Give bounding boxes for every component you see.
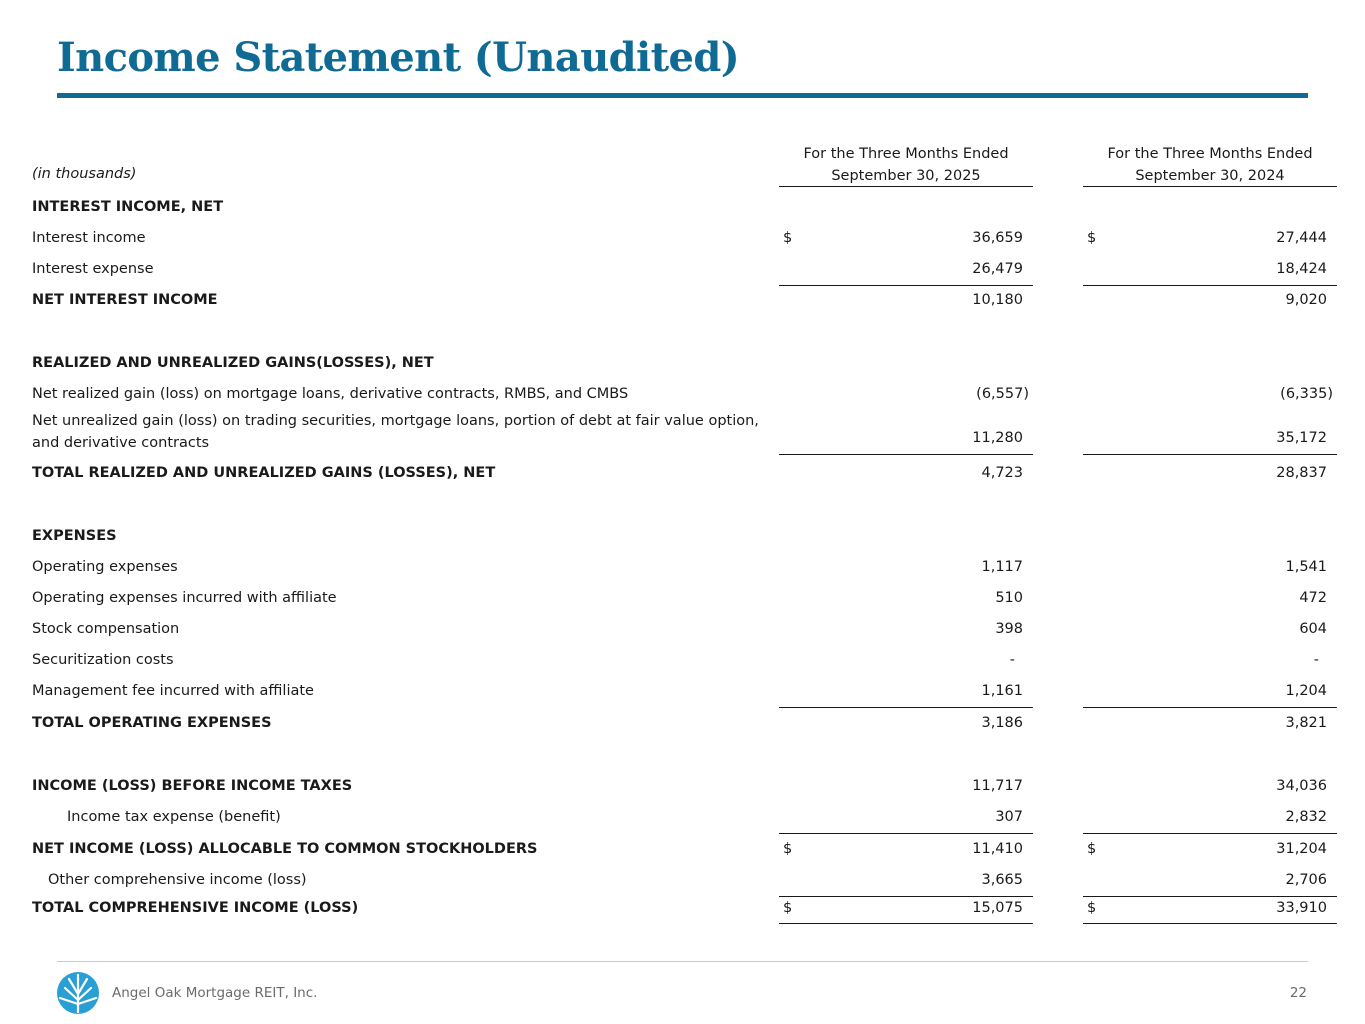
table-row-net-income: NET INCOME (LOSS) ALLOCABLE TO COMMON STOCKHOLDERS $ 11,410 $ 31,204: [0, 835, 1365, 866]
column-header-line2: September 30, 2025: [831, 168, 981, 184]
value-cell: (6,557): [976, 386, 1029, 402]
value-cell: 18,424: [1083, 255, 1337, 286]
table-row-income-before-taxes: INCOME (LOSS) BEFORE INCOME TAXES 11,717 34,036: [0, 772, 1365, 803]
column-header-line1: For the Three Months Ended: [803, 146, 1009, 162]
table-row-net-interest-income: NET INTEREST INCOME 10,180 9,020: [0, 286, 1365, 317]
table-row-realized-gain: Net realized gain (loss) on mortgage loans, derivative contracts, RMBS, and CMBS (6,557) (6,335): [0, 380, 1365, 411]
value-cell: 3,821: [1285, 715, 1327, 731]
value-cell: 2,832: [1083, 803, 1337, 834]
page-number: 22: [1289, 985, 1307, 1001]
table-row-securitization-costs: Securitization costs - -: [0, 646, 1365, 677]
table-row-operating-expenses: Operating expenses 1,117 1,541: [0, 553, 1365, 584]
currency-symbol: $: [783, 841, 793, 857]
value-cell: 34,036: [1276, 778, 1327, 794]
unrealized-gain-label: Net unrealized gain (loss) on trading securities, mortgage loans, portion of debt at fair value option, and derivative contracts: [32, 413, 759, 451]
value-cell: (6,335): [1280, 386, 1333, 402]
table-row-management-fee: Management fee incurred with affiliate 1,161 1,204: [0, 677, 1365, 708]
column-header-line1: For the Three Months Ended: [1107, 146, 1313, 162]
value-cell: 3,665: [779, 866, 1033, 897]
section-heading-expenses: EXPENSES: [32, 528, 117, 544]
table-row-interest-expense: Interest expense 26,479 18,424: [0, 255, 1365, 286]
value-cell: 26,479: [779, 255, 1033, 286]
page-title: Income Statement (Unaudited): [57, 34, 740, 81]
value-cell: 2,706: [1083, 866, 1337, 897]
table-row-stock-compensation: Stock compensation 398 604: [0, 615, 1365, 646]
table-row-interest-income: Interest income $ 36,659 $ 27,444: [0, 224, 1365, 255]
column-header-2025: [779, 143, 1033, 187]
column-header-line2: September 30, 2024: [1135, 168, 1285, 184]
value-cell: $ 36,659: [783, 230, 1023, 246]
currency-symbol: $: [783, 900, 793, 916]
value-cell: 28,837: [1276, 465, 1327, 481]
value-cell: 3,186: [981, 715, 1023, 731]
table-row-unrealized-gain: [0, 424, 1365, 455]
units-label: (in thousands): [32, 166, 137, 182]
value-cell: -: [1313, 652, 1319, 668]
value-cell: $ 11,410: [783, 841, 1023, 857]
value-cell: $ 15,075: [779, 894, 1033, 924]
table-row-income-tax: Income tax expense (benefit) 307 2,832: [0, 803, 1365, 834]
company-name: Angel Oak Mortgage REIT, Inc.: [112, 985, 318, 1001]
value-cell: $ 31,204: [1087, 841, 1327, 857]
value-cell: 11,280: [779, 424, 1033, 455]
value-cell: 1,117: [981, 559, 1023, 575]
value-cell: 1,541: [1285, 559, 1327, 575]
value-cell: 604: [1299, 621, 1327, 637]
value-cell: $ 33,910: [1083, 894, 1337, 924]
value-cell: 11,717: [972, 778, 1023, 794]
value-cell: 4,723: [981, 465, 1023, 481]
column-header-2024: [1083, 143, 1337, 187]
value-cell: 1,204: [1083, 677, 1337, 708]
currency-symbol: $: [1087, 841, 1097, 857]
section-heading-interest: INTEREST INCOME, NET: [32, 199, 224, 215]
value-cell: 10,180: [972, 292, 1023, 308]
table-row-total-operating-expenses: TOTAL OPERATING EXPENSES 3,186 3,821: [0, 709, 1365, 740]
value-cell: 9,020: [1285, 292, 1327, 308]
title-underline: [57, 93, 1308, 98]
table-row-total-comprehensive-income: TOTAL COMPREHENSIVE INCOME (LOSS) $ 15,075 $ 33,910: [0, 894, 1365, 925]
footer-divider: [57, 961, 1308, 962]
value-cell: 510: [995, 590, 1023, 606]
value-cell: 398: [995, 621, 1023, 637]
section-heading-gains: REALIZED AND UNREALIZED GAINS(LOSSES), NET: [32, 355, 434, 371]
table-row-oci: Other comprehensive income (loss) 3,665 2,706: [0, 866, 1365, 897]
value-cell: $ 27,444: [1087, 230, 1327, 246]
table-row-total-gains: TOTAL REALIZED AND UNREALIZED GAINS (LOSSES), NET 4,723 28,837: [0, 459, 1365, 490]
table-row-operating-expenses-affiliate: Operating expenses incurred with affiliate 510 472: [0, 584, 1365, 615]
currency-symbol: $: [783, 230, 793, 246]
value-cell: 307: [779, 803, 1033, 834]
currency-symbol: $: [1087, 230, 1097, 246]
value-cell: -: [1009, 652, 1015, 668]
value-cell: 472: [1299, 590, 1327, 606]
currency-symbol: $: [1087, 900, 1097, 916]
angel-oak-tree-logo-icon: [55, 970, 101, 1016]
value-cell: 1,161: [779, 677, 1033, 708]
value-cell: 35,172: [1083, 424, 1337, 455]
